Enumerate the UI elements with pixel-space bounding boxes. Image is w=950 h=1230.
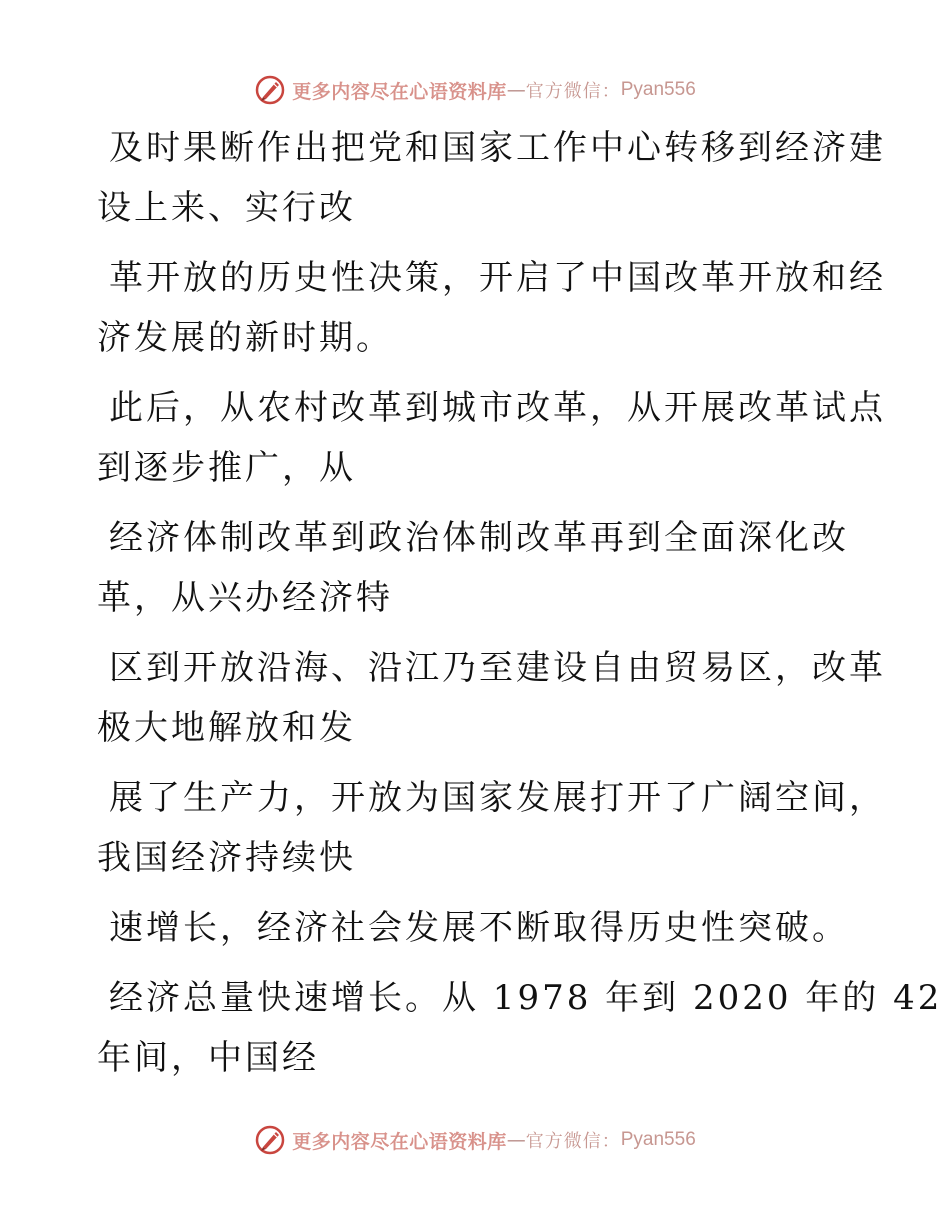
paragraph bbox=[97, 508, 867, 628]
paragraph-line: 此后，从农村改革到城市改革，从开展改革试点 bbox=[109, 388, 886, 428]
paragraph-line: 及时果断作出把党和国家工作中心转移到经济建 bbox=[109, 128, 886, 168]
document-body bbox=[97, 118, 943, 1098]
paragraph-line: 极大地解放和发 bbox=[97, 708, 356, 748]
paragraph-line: 到逐步推广，从 bbox=[97, 448, 356, 488]
paragraph-line: 革开放的历史性决策，开启了中国改革开放和经 bbox=[109, 258, 886, 298]
paragraph-line: 年间，中国经 bbox=[97, 1038, 319, 1078]
paragraph-line: 革，从兴办经济特 bbox=[97, 578, 393, 618]
paragraph bbox=[97, 968, 943, 1088]
quill-pen-logo-icon bbox=[254, 1124, 286, 1156]
banner-wechat-id: Pyan556 bbox=[620, 1129, 696, 1150]
quill-pen-logo-icon bbox=[254, 74, 286, 106]
paragraph bbox=[97, 118, 886, 238]
paragraph-line: 经济总量快速增长。从 1978 年到 2020 年的 42 bbox=[109, 978, 943, 1018]
banner-wechat-id: Pyan556 bbox=[620, 79, 696, 100]
banner-wechat-label: 官方微信： bbox=[525, 1131, 621, 1152]
paragraph-line: 展了生产力，开放为国家发展打开了广阔空间， bbox=[109, 778, 886, 818]
paragraph bbox=[97, 248, 886, 368]
header-banner bbox=[0, 70, 950, 110]
paragraph-line: 我国经济持续快 bbox=[97, 838, 356, 878]
paragraph bbox=[97, 638, 886, 758]
banner-text: 更多内容尽在心语资料库 bbox=[292, 1130, 507, 1153]
banner-separator: — bbox=[506, 79, 526, 101]
footer-banner bbox=[0, 1120, 950, 1160]
paragraph-line: 速增长，经济社会发展不断取得历史性突破。 bbox=[109, 908, 849, 948]
paragraph-line: 设上来、实行改 bbox=[97, 188, 356, 228]
banner-text: 更多内容尽在心语资料库 bbox=[292, 80, 507, 103]
paragraph-line: 济发展的新时期。 bbox=[97, 318, 393, 358]
paragraph bbox=[97, 378, 886, 498]
paragraph-line: 经济体制改革到政治体制改革再到全面深化改 bbox=[109, 518, 849, 558]
banner-wechat-label: 官方微信： bbox=[525, 81, 621, 102]
paragraph bbox=[97, 898, 867, 958]
banner-separator: — bbox=[506, 1129, 526, 1151]
paragraph-line: 区到开放沿海、沿江乃至建设自由贸易区，改革 bbox=[109, 648, 886, 688]
paragraph bbox=[97, 768, 886, 888]
